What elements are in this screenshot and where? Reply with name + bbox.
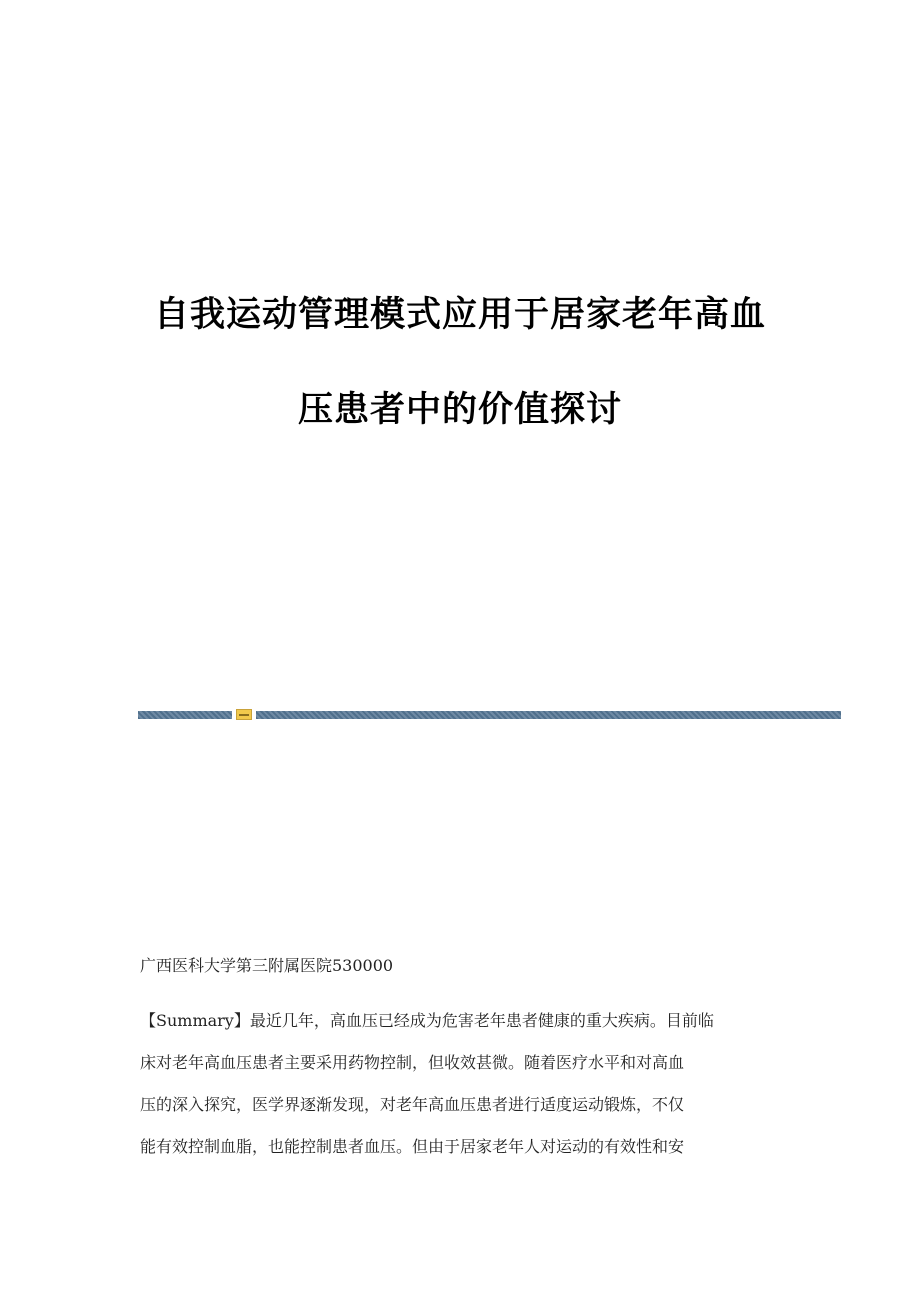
- divider-ornament-icon: [236, 709, 252, 720]
- abstract-line: 能有效控制血脂，也能控制患者血压。但由于居家老年人对运动的有效性和安: [140, 1137, 685, 1156]
- abstract-line: 床对老年高血压患者主要采用药物控制，但收效甚微。随着医疗水平和对高血: [140, 1053, 685, 1072]
- divider-bar-right: [256, 711, 841, 719]
- document-title-line-1: 自我运动管理模式应用于居家老年高血: [153, 295, 766, 336]
- author-affiliation: 广西医科大学第三附属医院530000: [140, 956, 394, 975]
- title-divider: [138, 711, 841, 720]
- abstract-text: [140, 1006, 780, 1174]
- abstract-line: 压的深入探究，医学界逐渐发现，对老年高血压患者进行适度运动锻炼，不仅: [140, 1095, 685, 1114]
- document-title-line-2: 压患者中的价值探讨: [297, 390, 622, 431]
- divider-bar-left: [138, 711, 232, 719]
- abstract-line: 【Summary】最近几年，高血压已经成为危害老年患者健康的重大疾病。目前临: [140, 1011, 714, 1030]
